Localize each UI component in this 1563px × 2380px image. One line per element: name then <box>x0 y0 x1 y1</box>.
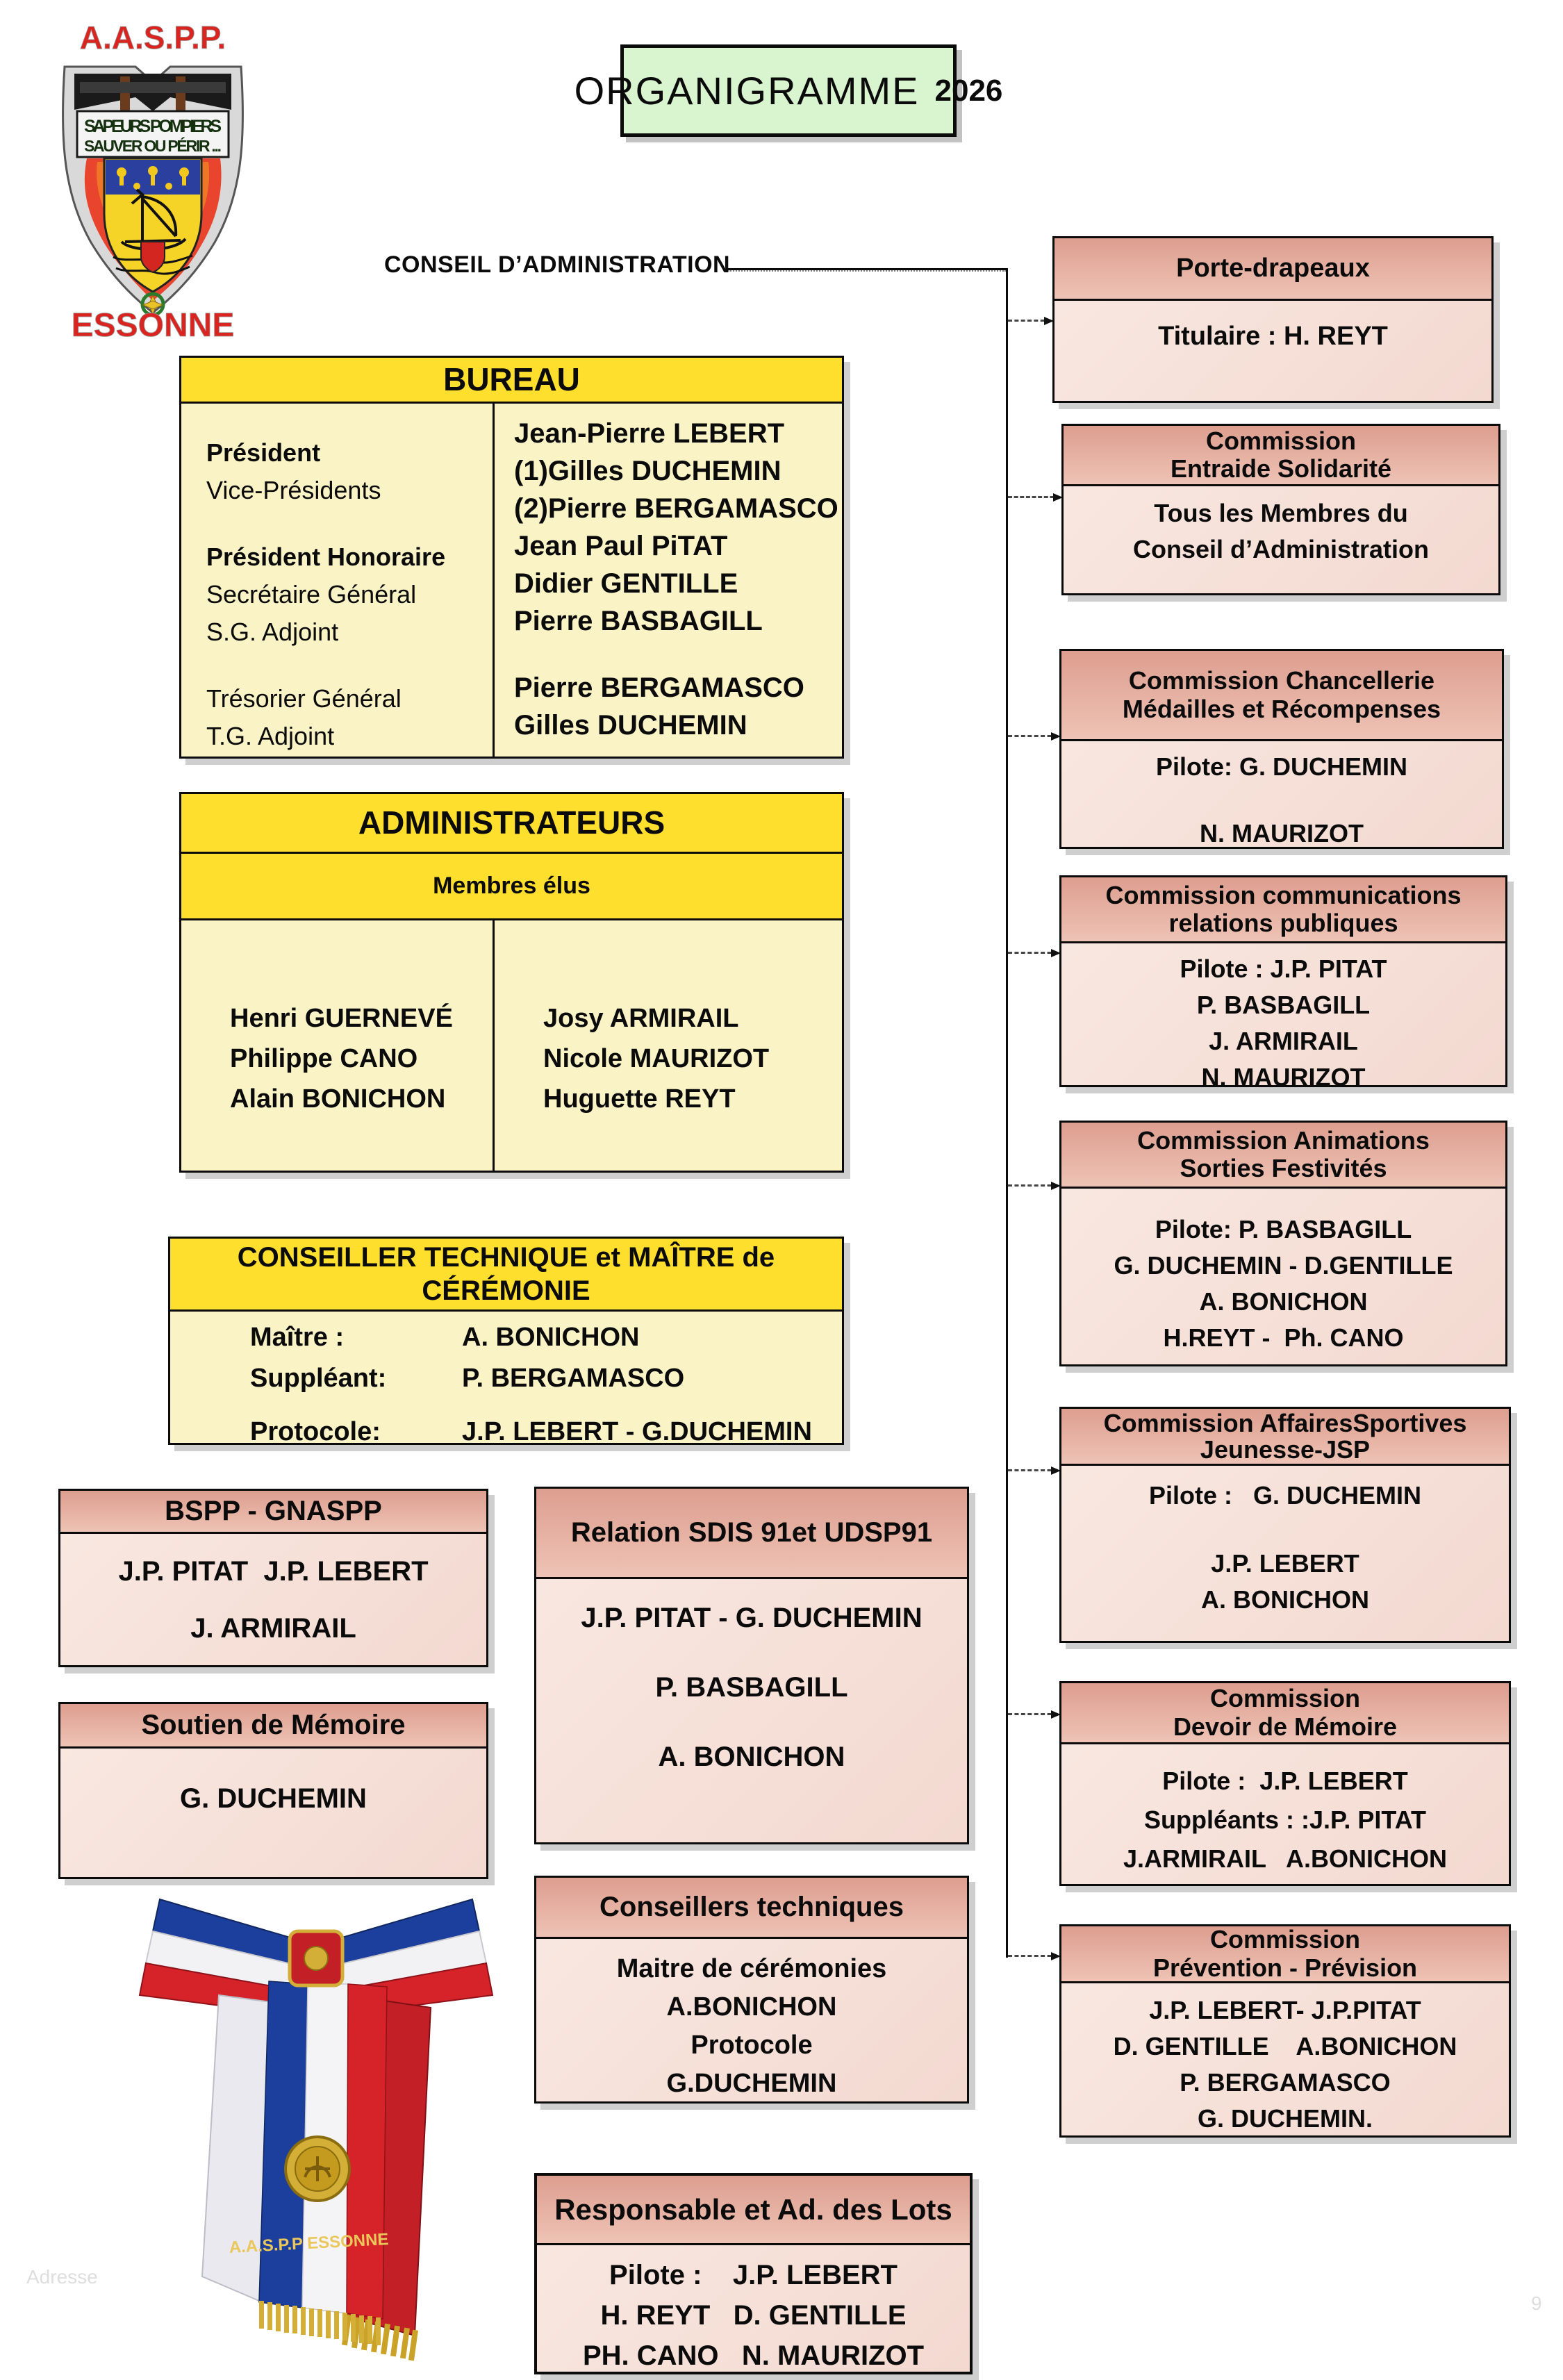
commission-entraide-box <box>1061 424 1500 595</box>
connector-stub <box>1008 735 1058 737</box>
text-line: Pilote: G. DUCHEMIN <box>1155 752 1407 781</box>
commission-devoir-memoire-box <box>1059 1681 1511 1886</box>
connector-stub <box>1008 1184 1058 1187</box>
text-line: Commission Animations <box>1137 1125 1430 1155</box>
text-line: Nicole MAURIZOT <box>543 1044 770 1073</box>
administrateurs-box <box>179 792 844 1173</box>
aaspp-shield-icon <box>38 13 267 340</box>
logo-acronym: A.A.S.P.P. <box>79 19 226 56</box>
text-line: G. DUCHEMIN - D.GENTILLE <box>1114 1251 1453 1280</box>
text-line: Médailles et Récompenses <box>1122 694 1441 723</box>
text-line: Entraide Solidarité <box>1170 454 1392 483</box>
commission-prevention-header <box>1061 1926 1509 1983</box>
text-line: A. BONICHON <box>1201 1585 1369 1614</box>
connector-trunk-line <box>1006 268 1008 1958</box>
commission-chancellerie-members <box>1061 741 1502 850</box>
connector-stub <box>1008 320 1051 322</box>
relation-sdis-box <box>534 1487 969 1844</box>
spacer <box>206 651 493 680</box>
logo-banner-line1: SAPEURS POMPIERS <box>84 117 222 136</box>
text-line: Jean-Pierre LEBERT <box>514 418 785 449</box>
text-line: Pilote : G. DUCHEMIN <box>1148 1481 1421 1510</box>
bspp-members <box>60 1534 486 1646</box>
ct-row-protocole <box>170 1417 842 1447</box>
commission-affaires-sportives-box <box>1059 1407 1511 1643</box>
text-line: A.BONICHON <box>666 1992 837 2022</box>
text-line: H. REYT D. GENTILLE <box>600 2300 907 2331</box>
text-line: Gilles DUCHEMIN <box>514 710 747 741</box>
text-line: S.G. Adjoint <box>206 618 339 646</box>
text-line: Jeunesse-JSP <box>1200 1435 1371 1464</box>
bspp-gnaspp-box <box>58 1489 488 1667</box>
watermark-page-number: 9 <box>1531 2292 1542 2314</box>
spacer <box>1061 1512 1509 1544</box>
commission-devoir-memoire-members <box>1061 1744 1509 1876</box>
lots-header: Responsable et Ad. des Lots <box>537 2176 970 2245</box>
text-line: J.P. LEBERT <box>1211 1549 1359 1578</box>
watermark-address: Adresse <box>26 2266 98 2288</box>
text-line: Henri GUERNEVÉ <box>230 1004 453 1033</box>
connector-stub <box>1008 952 1058 954</box>
text-line: J.P. PITAT - G. DUCHEMIN <box>581 1603 923 1633</box>
text-line: P. BASBAGILL <box>1196 991 1371 1019</box>
text-line: relations publiques <box>1168 909 1398 937</box>
text-line: J. ARMIRAIL <box>1209 1027 1358 1055</box>
commission-communications-box <box>1059 875 1507 1091</box>
text-line: N. MAURIZOT <box>1200 819 1364 848</box>
commission-prevention-members <box>1061 1983 1509 2135</box>
text-line: P. BASBAGILL <box>655 1672 848 1703</box>
tricolor-ribbon-icon <box>135 1891 497 2377</box>
relation-header: Relation SDIS 91et UDSP91 <box>536 1489 967 1579</box>
text-line: G. DUCHEMIN. <box>1198 2104 1373 2133</box>
commission-entraide-header <box>1064 426 1498 486</box>
text-line: Commission Chancellerie <box>1128 666 1435 695</box>
administrateurs-right-names <box>493 920 842 1171</box>
text-line: Prévention - Prévision <box>1152 1953 1418 1982</box>
commission-communications-members <box>1061 943 1505 1093</box>
ribbon-text: A.A.S.P.P ESSONNE <box>229 2230 390 2258</box>
conseiller-technique-header: CONSEILLER TECHNIQUE et MAÎTRE de CÉRÉMONIE <box>170 1239 842 1312</box>
spacer <box>60 1589 486 1610</box>
porte-drapeaux-members <box>1055 301 1491 352</box>
connector-stub <box>1008 1469 1058 1471</box>
text-line: Maitre de cérémonies <box>616 1954 887 1983</box>
conseillers-techniques-box <box>534 1876 969 2104</box>
ct-label: Suppléant: <box>250 1364 387 1393</box>
ct-label: Maître : <box>250 1323 345 1352</box>
text-line: Suppléants : :J.P. PITAT <box>1143 1805 1427 1834</box>
commission-devoir-memoire-header <box>1061 1683 1509 1744</box>
connector-stub <box>1008 1955 1058 1957</box>
text-line: G. DUCHEMIN <box>180 1783 367 1814</box>
text-line: Philippe CANO <box>230 1044 418 1073</box>
commemorative-ribbon <box>135 1891 497 2377</box>
ct-label: Protocole: <box>250 1417 381 1446</box>
conseiller-technique-box <box>168 1237 844 1445</box>
text-line: Josy ARMIRAIL <box>543 1004 739 1033</box>
text-line: Conseil d’Administration <box>1132 535 1430 563</box>
text-line: Président <box>206 438 321 467</box>
text-line: Trésorier Général <box>206 684 402 713</box>
ct-value: J.P. LEBERT - G.DUCHEMIN <box>462 1417 812 1446</box>
commission-animations-header <box>1061 1123 1505 1189</box>
bureau-roles-column <box>181 404 493 759</box>
text-line: Sorties Festivités <box>1180 1154 1387 1182</box>
text-line: Pierre BERGAMASCO <box>514 672 804 703</box>
logo-region: ESSONNE <box>71 307 235 340</box>
ct-row-suppleant <box>170 1364 842 1394</box>
text-line: H.REYT - Ph. CANO <box>1163 1323 1404 1352</box>
soutien-members <box>60 1749 486 1815</box>
page-title-year: 2026 <box>934 73 1003 108</box>
commission-chancellerie-box <box>1059 649 1504 849</box>
text-line: J. ARMIRAIL <box>190 1613 356 1644</box>
text-line: Commission AffairesSportives <box>1103 1408 1467 1437</box>
text-line: Pilote : J.P. LEBERT <box>1162 1767 1408 1795</box>
soutien-memoire-box <box>58 1702 488 1879</box>
text-line: Pierre BASBAGILL <box>514 606 763 636</box>
text-line: Titulaire : H. REYT <box>1158 322 1388 351</box>
text-line: T.G. Adjoint <box>206 722 335 750</box>
text-line: (2)Pierre BERGAMASCO <box>514 493 838 524</box>
commission-entraide-members <box>1064 486 1498 565</box>
text-line: Commission <box>1205 426 1357 455</box>
commission-chancellerie-header <box>1061 651 1502 741</box>
ct-value: P. BERGAMASCO <box>462 1364 685 1393</box>
bureau-box <box>179 356 844 759</box>
text-line: Président Honoraire <box>206 543 446 571</box>
conseillers-techniques-members <box>536 1939 967 2103</box>
text-line: Vice-Présidents <box>206 476 381 504</box>
bureau-header: BUREAU <box>181 358 842 404</box>
porte-drapeaux-header <box>1055 238 1491 301</box>
ct-row-maitre <box>170 1323 842 1353</box>
lots-members <box>537 2245 970 2376</box>
spacer <box>1061 783 1502 813</box>
connector-line <box>728 268 1006 272</box>
commission-animations-members <box>1061 1189 1505 1354</box>
text-line: Protocole <box>690 2031 813 2060</box>
commission-communications-header <box>1061 877 1505 943</box>
text-line: Pilote : J.P. LEBERT <box>609 2260 898 2290</box>
text-line: D. GENTILLE A.BONICHON <box>1113 2032 1457 2060</box>
text-line: Jean Paul PiTAT <box>514 531 728 561</box>
text-line: Pilote: P. BASBAGILL <box>1155 1215 1412 1243</box>
text-line: Tous les Membres du <box>1154 499 1408 527</box>
text-line: J.P. PITAT J.P. LEBERT <box>118 1556 429 1587</box>
commission-affaires-sportives-header <box>1061 1409 1509 1466</box>
text-line: Devoir de Mémoire <box>1173 1712 1398 1741</box>
bspp-header: BSPP - GNASPP <box>60 1491 486 1534</box>
commission-prevention-box <box>1059 1924 1511 2138</box>
text-line: J.ARMIRAIL A.BONICHON <box>1123 1844 1447 1873</box>
administrateurs-left-names <box>181 920 493 1171</box>
text-line: Commission <box>1209 1684 1361 1713</box>
connector-stub <box>1008 1713 1058 1715</box>
aaspp-logo <box>38 13 267 340</box>
text-line: Commission communications <box>1105 880 1462 909</box>
commission-affaires-sportives-members <box>1061 1466 1509 1616</box>
spacer <box>514 640 842 669</box>
soutien-header: Soutien de Mémoire <box>60 1704 486 1749</box>
ct-value: A. BONICHON <box>462 1323 640 1352</box>
conseillers-techniques-header: Conseillers techniques <box>536 1878 967 1939</box>
responsable-lots-box <box>534 2173 973 2374</box>
spacer <box>206 509 493 538</box>
text-line: Secrétaire Général <box>206 580 417 609</box>
text-line: A. BONICHON <box>658 1742 845 1772</box>
text-line: G.DUCHEMIN <box>666 2069 837 2098</box>
text-line: PH. CANO N. MAURIZOT <box>582 2340 925 2371</box>
text-line: N. MAURIZOT <box>1201 1063 1366 1091</box>
text-line: Didier GENTILLE <box>514 568 738 599</box>
administrateurs-header: ADMINISTRATEURS <box>181 794 842 854</box>
conseil-administration-label: CONSEIL D’ADMINISTRATION <box>384 251 731 278</box>
text-line: (1)Gilles DUCHEMIN <box>514 456 782 486</box>
bureau-names-column <box>493 404 842 759</box>
porte-drapeaux-box <box>1052 236 1494 403</box>
text-line: Pilote : J.P. PITAT <box>1180 955 1387 983</box>
text-line: Porte-drapeaux <box>1176 254 1370 283</box>
text-line: Alain BONICHON <box>230 1084 446 1114</box>
text-line: P. BERGAMASCO <box>1180 2068 1391 2097</box>
text-line: A. BONICHON <box>1199 1287 1368 1316</box>
title-box <box>574 44 1003 137</box>
text-line: Commission <box>1209 1925 1361 1954</box>
commission-animations-box <box>1059 1121 1507 1366</box>
membres-elus-subheader: Membres élus <box>181 854 842 920</box>
text-line: J.P. LEBERT- J.P.PITAT <box>1149 1996 1421 2024</box>
text-line: Huguette REYT <box>543 1084 736 1114</box>
logo-banner-line2: SAUVER OU PÉRIR ... <box>84 137 222 155</box>
page-title: ORGANIGRAMME <box>574 69 920 113</box>
connector-stub <box>1008 496 1060 498</box>
relation-members <box>536 1579 967 1774</box>
